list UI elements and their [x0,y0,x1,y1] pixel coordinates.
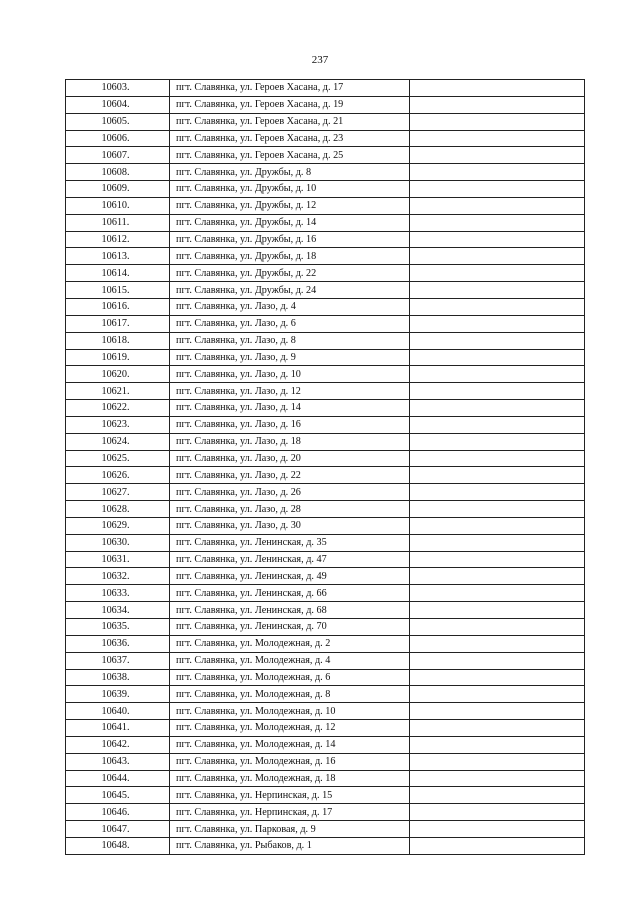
row-empty-cell [410,804,585,821]
row-number: 10634. [66,602,170,619]
row-address: пгт. Славянка, ул. Ленинская, д. 35 [170,534,410,551]
table-row [66,96,585,113]
row-empty-cell [410,349,585,366]
row-address: пгт. Славянка, ул. Нерпинская, д. 17 [170,804,410,821]
table-row [66,787,585,804]
row-address: пгт. Славянка, ул. Ленинская, д. 47 [170,551,410,568]
row-number: 10631. [66,551,170,568]
row-number: 10615. [66,282,170,299]
row-address: пгт. Славянка, ул. Молодежная, д. 2 [170,635,410,652]
row-number: 10635. [66,619,170,636]
row-empty-cell [410,383,585,400]
row-empty-cell [410,197,585,214]
table-row [66,517,585,534]
row-number: 10646. [66,804,170,821]
row-empty-cell [410,113,585,130]
table-row [66,551,585,568]
row-address: пгт. Славянка, ул. Дружбы, д. 24 [170,282,410,299]
row-number: 10636. [66,635,170,652]
row-address: пгт. Славянка, ул. Лазо, д. 26 [170,484,410,501]
row-address: пгт. Славянка, ул. Лазо, д. 6 [170,315,410,332]
table-row [66,181,585,198]
table-row [66,315,585,332]
row-empty-cell [410,130,585,147]
table-row [66,484,585,501]
row-address: пгт. Славянка, ул. Героев Хасана, д. 23 [170,130,410,147]
row-address: пгт. Славянка, ул. Дружбы, д. 22 [170,265,410,282]
table-row [66,770,585,787]
table-row [66,113,585,130]
row-number: 10643. [66,753,170,770]
table-row [66,282,585,299]
row-number: 10622. [66,400,170,417]
row-number: 10648. [66,837,170,854]
row-address: пгт. Славянка, ул. Молодежная, д. 18 [170,770,410,787]
row-address: пгт. Славянка, ул. Лазо, д. 4 [170,298,410,315]
row-number: 10623. [66,416,170,433]
row-address: пгт. Славянка, ул. Ленинская, д. 66 [170,585,410,602]
row-empty-cell [410,147,585,164]
row-address: пгт. Славянка, ул. Героев Хасана, д. 19 [170,96,410,113]
row-empty-cell [410,585,585,602]
row-address: пгт. Славянка, ул. Дружбы, д. 16 [170,231,410,248]
table-row [66,332,585,349]
row-empty-cell [410,619,585,636]
table-row [66,197,585,214]
table-row [66,736,585,753]
row-number: 10616. [66,298,170,315]
table-row [66,720,585,737]
row-address: пгт. Славянка, ул. Лазо, д. 18 [170,433,410,450]
table-row [66,147,585,164]
row-number: 10606. [66,130,170,147]
page-number: 237 [311,54,329,66]
row-address: пгт. Славянка, ул. Дружбы, д. 14 [170,214,410,231]
row-address: пгт. Славянка, ул. Лазо, д. 20 [170,450,410,467]
row-address: пгт. Славянка, ул. Лазо, д. 22 [170,467,410,484]
table-row [66,298,585,315]
row-number: 10627. [66,484,170,501]
row-number: 10647. [66,821,170,838]
row-empty-cell [410,736,585,753]
row-address: пгт. Славянка, ул. Молодежная, д. 16 [170,753,410,770]
row-address: пгт. Славянка, ул. Дружбы, д. 18 [170,248,410,265]
row-number: 10640. [66,703,170,720]
row-empty-cell [410,534,585,551]
row-number: 10613. [66,248,170,265]
table-row [66,80,585,97]
table-row [66,635,585,652]
row-address: пгт. Славянка, ул. Ленинская, д. 68 [170,602,410,619]
table-row [66,467,585,484]
table-row [66,366,585,383]
table-row [66,400,585,417]
row-number: 10603. [66,80,170,97]
row-address: пгт. Славянка, ул. Рыбаков, д. 1 [170,837,410,854]
row-number: 10630. [66,534,170,551]
row-address: пгт. Славянка, ул. Лазо, д. 10 [170,366,410,383]
row-empty-cell [410,416,585,433]
address-table-body [66,80,585,855]
row-number: 10611. [66,214,170,231]
table-row [66,585,585,602]
row-address: пгт. Славянка, ул. Дружбы, д. 8 [170,164,410,181]
table-row [66,130,585,147]
row-empty-cell [410,214,585,231]
row-number: 10610. [66,197,170,214]
row-number: 10620. [66,366,170,383]
row-address: пгт. Славянка, ул. Лазо, д. 16 [170,416,410,433]
row-empty-cell [410,366,585,383]
table-row [66,231,585,248]
row-empty-cell [410,315,585,332]
row-number: 10605. [66,113,170,130]
row-empty-cell [410,821,585,838]
row-number: 10621. [66,383,170,400]
row-empty-cell [410,433,585,450]
row-address: пгт. Славянка, ул. Героев Хасана, д. 25 [170,147,410,164]
row-address: пгт. Славянка, ул. Дружбы, д. 12 [170,197,410,214]
row-number: 10641. [66,720,170,737]
table-row [66,248,585,265]
row-empty-cell [410,400,585,417]
table-row [66,433,585,450]
row-empty-cell [410,686,585,703]
row-address: пгт. Славянка, ул. Лазо, д. 8 [170,332,410,349]
table-row [66,265,585,282]
table-row [66,164,585,181]
row-empty-cell [410,669,585,686]
row-address: пгт. Славянка, ул. Лазо, д. 12 [170,383,410,400]
row-empty-cell [410,568,585,585]
table-row [66,837,585,854]
row-number: 10609. [66,181,170,198]
row-number: 10637. [66,652,170,669]
row-empty-cell [410,551,585,568]
table-row [66,534,585,551]
row-empty-cell [410,450,585,467]
row-number: 10608. [66,164,170,181]
row-empty-cell [410,652,585,669]
row-address: пгт. Славянка, ул. Молодежная, д. 4 [170,652,410,669]
row-address: пгт. Славянка, ул. Лазо, д. 9 [170,349,410,366]
row-empty-cell [410,265,585,282]
row-number: 10607. [66,147,170,164]
row-empty-cell [410,467,585,484]
row-empty-cell [410,501,585,518]
table-row [66,753,585,770]
row-empty-cell [410,164,585,181]
row-empty-cell [410,753,585,770]
row-number: 10632. [66,568,170,585]
row-number: 10639. [66,686,170,703]
row-empty-cell [410,332,585,349]
row-empty-cell [410,635,585,652]
table-row [66,501,585,518]
row-address: пгт. Славянка, ул. Лазо, д. 28 [170,501,410,518]
row-empty-cell [410,703,585,720]
row-address: пгт. Славянка, ул. Героев Хасана, д. 21 [170,113,410,130]
row-number: 10628. [66,501,170,518]
row-number: 10617. [66,315,170,332]
row-number: 10612. [66,231,170,248]
row-number: 10644. [66,770,170,787]
row-number: 10645. [66,787,170,804]
row-address: пгт. Славянка, ул. Лазо, д. 30 [170,517,410,534]
table-row [66,416,585,433]
row-empty-cell [410,231,585,248]
row-number: 10624. [66,433,170,450]
table-row [66,804,585,821]
row-number: 10625. [66,450,170,467]
row-empty-cell [410,96,585,113]
table-row [66,568,585,585]
row-empty-cell [410,787,585,804]
row-number: 10629. [66,517,170,534]
table-row [66,214,585,231]
row-address: пгт. Славянка, ул. Парковая, д. 9 [170,821,410,838]
table-row [66,349,585,366]
row-address: пгт. Славянка, ул. Лазо, д. 14 [170,400,410,417]
row-number: 10619. [66,349,170,366]
row-number: 10614. [66,265,170,282]
table-row [66,602,585,619]
row-empty-cell [410,837,585,854]
row-empty-cell [410,282,585,299]
row-address: пгт. Славянка, ул. Молодежная, д. 14 [170,736,410,753]
row-empty-cell [410,720,585,737]
row-number: 10638. [66,669,170,686]
row-number: 10626. [66,467,170,484]
row-number: 10604. [66,96,170,113]
row-address: пгт. Славянка, ул. Ленинская, д. 49 [170,568,410,585]
table-row [66,686,585,703]
row-empty-cell [410,298,585,315]
row-address: пгт. Славянка, ул. Героев Хасана, д. 17 [170,80,410,97]
row-address: пгт. Славянка, ул. Дружбы, д. 10 [170,181,410,198]
row-address: пгт. Славянка, ул. Молодежная, д. 12 [170,720,410,737]
row-number: 10633. [66,585,170,602]
row-empty-cell [410,770,585,787]
row-empty-cell [410,484,585,501]
row-address: пгт. Славянка, ул. Молодежная, д. 10 [170,703,410,720]
row-empty-cell [410,181,585,198]
table-row [66,383,585,400]
table-row [66,619,585,636]
row-number: 10642. [66,736,170,753]
table-row [66,821,585,838]
table-row [66,450,585,467]
row-address: пгт. Славянка, ул. Ленинская, д. 70 [170,619,410,636]
row-empty-cell [410,80,585,97]
row-empty-cell [410,248,585,265]
row-empty-cell [410,517,585,534]
row-address: пгт. Славянка, ул. Молодежная, д. 6 [170,669,410,686]
address-table [65,79,585,855]
table-row [66,703,585,720]
row-address: пгт. Славянка, ул. Нерпинская, д. 15 [170,787,410,804]
table-row [66,652,585,669]
table-row [66,669,585,686]
row-number: 10618. [66,332,170,349]
row-empty-cell [410,602,585,619]
row-address: пгт. Славянка, ул. Молодежная, д. 8 [170,686,410,703]
